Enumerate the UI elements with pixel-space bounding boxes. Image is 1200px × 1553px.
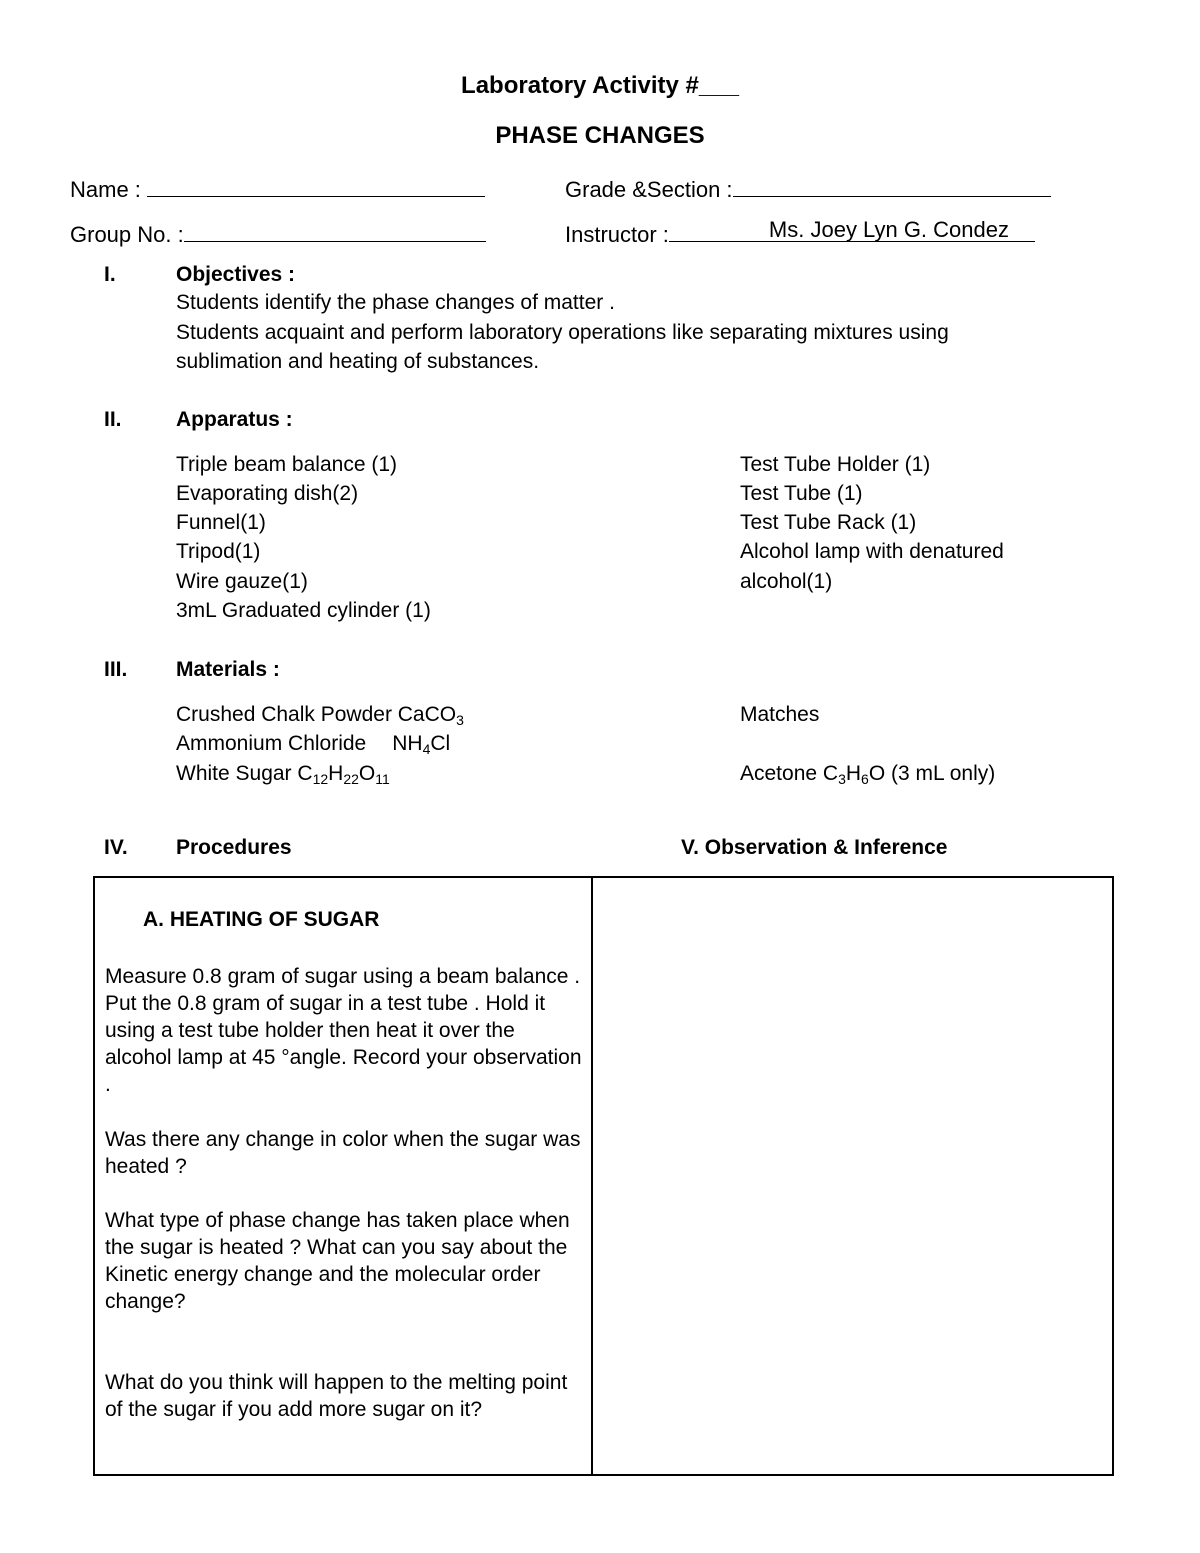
apparatus-item: Triple beam balance (1) — [176, 453, 397, 476]
apparatus-item: Test Tube Holder (1) — [740, 453, 931, 476]
subscript: 11 — [375, 771, 390, 787]
apparatus-heading: Apparatus : — [176, 408, 293, 431]
apparatus-item: Wire gauze(1) — [176, 570, 308, 593]
subscript: 12 — [312, 771, 329, 787]
procedure-a-heading: A. HEATING OF SUGAR — [143, 908, 380, 931]
instructor-blank — [669, 217, 1035, 242]
apparatus-item: alcohol(1) — [740, 570, 833, 593]
material-acetone-text: Acetone C — [740, 762, 839, 785]
group-blank[interactable] — [184, 217, 486, 242]
apparatus-item: Test Tube Rack (1) — [740, 511, 917, 534]
instructor-field — [565, 217, 1035, 248]
procedures-number: IV. — [104, 836, 128, 859]
material-matches: Matches — [740, 703, 820, 726]
objective-line: Students acquaint and perform laboratory operations like separating mixtures using — [176, 321, 949, 344]
material-ammonium — [176, 732, 450, 756]
subscript: 4 — [422, 741, 431, 757]
page-title: PHASE CHANGES — [495, 122, 705, 149]
formula-part: H — [328, 762, 344, 785]
material-acetone — [740, 762, 995, 786]
subscript: 3 — [456, 712, 464, 728]
observation-cell[interactable] — [592, 877, 1113, 1475]
procedure-table — [93, 876, 1114, 1476]
procedures-heading: Procedures — [176, 836, 292, 859]
grade-section-field — [565, 172, 1051, 203]
name-blank[interactable] — [147, 172, 485, 197]
table-row — [94, 877, 1113, 1475]
instructor-value: Ms. Joey Lyn G. Condez — [768, 217, 1009, 242]
formula-part: Cl — [430, 732, 451, 755]
apparatus-item: 3mL Graduated cylinder (1) — [176, 599, 431, 622]
apparatus-item: Funnel(1) — [176, 511, 266, 534]
name-label: Name : — [70, 177, 141, 202]
apparatus-item: Tripod(1) — [176, 540, 261, 563]
objectives-number: I. — [104, 263, 116, 286]
apparatus-item: Test Tube (1) — [740, 482, 863, 505]
formula-part: O — [358, 762, 376, 785]
apparatus-item: Alcohol lamp with denatured — [740, 540, 1004, 563]
activity-title: Laboratory Activity #___ — [461, 72, 739, 99]
question-color-change: Was there any change in color when the sugar was heated ? — [105, 1128, 581, 1178]
subscript: 6 — [861, 771, 869, 787]
objective-line: sublimation and heating of substances. — [176, 350, 540, 373]
question-phase-change: What type of phase change has taken place when the sugar is heated ? What can you say about the Kinetic energy change and the molecular order change? — [105, 1209, 570, 1313]
procedure-step: Measure 0.8 gram of sugar using a beam balance . Put the 0.8 gram of sugar in a test tube . Hold it using a test tube holder then heat it over the alcohol lamp at 45 °angle. Record your observation . — [105, 965, 582, 1096]
name-field — [70, 172, 485, 203]
subscript: 22 — [343, 771, 359, 787]
apparatus-number: II. — [104, 408, 122, 431]
material-ammonium-text: Ammonium Chloride — [176, 732, 367, 755]
group-field — [70, 217, 486, 248]
grade-section-label: Grade &Section : — [565, 177, 733, 202]
formula-part: H — [845, 762, 862, 785]
materials-heading: Materials : — [176, 658, 280, 681]
material-sugar — [176, 762, 390, 786]
formula-part: NH — [392, 732, 423, 755]
objective-line: Students identify the phase changes of matter . — [176, 291, 615, 314]
material-sugar-text: White Sugar C — [176, 762, 313, 785]
material-chalk — [176, 703, 464, 727]
question-melting-point: What do you think will happen to the melting point of the sugar if you add more sugar on it? — [105, 1371, 568, 1421]
objectives-heading: Objectives : — [176, 263, 296, 286]
subscript: 3 — [838, 771, 846, 787]
group-label: Group No. : — [70, 222, 184, 247]
apparatus-item: Evaporating dish(2) — [176, 482, 359, 505]
observation-heading: V. Observation & Inference — [681, 836, 948, 859]
formula-part: O (3 mL only) — [868, 762, 996, 785]
instructor-label: Instructor : — [565, 222, 669, 247]
grade-section-blank[interactable] — [733, 172, 1051, 197]
procedure-cell — [94, 877, 592, 1475]
materials-number: III. — [104, 658, 128, 681]
material-chalk-text: Crushed Chalk Powder CaCO — [176, 703, 457, 726]
